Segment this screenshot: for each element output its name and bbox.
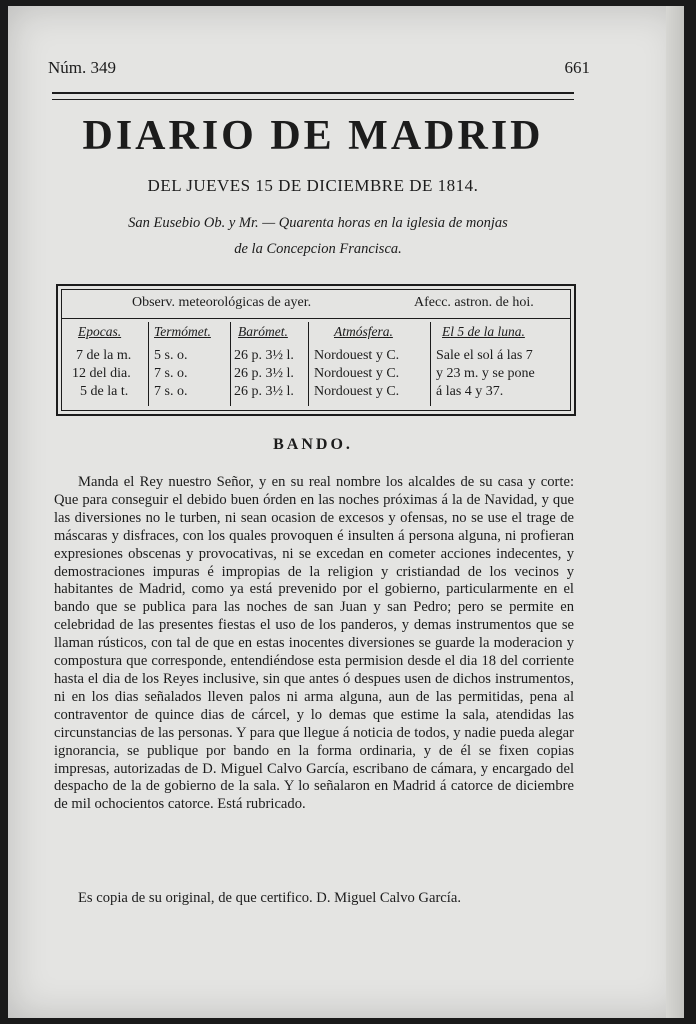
article-signoff: Es copia de su original, de que certifico. D. Miguel Calvo García. (78, 890, 461, 906)
row-1-barom: 26 p. 3½ l. (234, 348, 294, 363)
col-atmosfera: Atmósfera. (334, 324, 393, 339)
page-number: 661 (564, 58, 590, 77)
article-body (54, 474, 574, 814)
row-1-epoca: 7 de la m. (76, 348, 132, 363)
saints-line-1: San Eusebio Ob. y Mr. — Quarenta horas en la iglesia de monjas (128, 215, 508, 231)
col-separator (148, 322, 149, 406)
saints-line-2: de la Concepcion Francisca. (234, 241, 402, 257)
masthead-title: DIARIO DE MADRID (82, 113, 544, 159)
row-2-term: 7 s. o. (154, 366, 188, 381)
newspaper-page (8, 6, 684, 1018)
header-rule (52, 92, 574, 100)
col-epocas: Epocas. (78, 324, 122, 339)
page-edge (666, 6, 684, 1018)
row-1-atm: Nordouest y C. (314, 348, 400, 363)
astro-line-3: á las 4 y 37. (436, 384, 504, 399)
astro-line-2: y 23 m. y se pone (436, 366, 535, 381)
article-title: BANDO. (273, 436, 353, 453)
col-baromet: Barómet. (238, 324, 288, 339)
row-2-barom: 26 p. 3½ l. (234, 366, 294, 381)
row-2-epoca: 12 del dia. (72, 366, 131, 381)
row-2-atm: Nordouest y C. (314, 366, 400, 381)
weather-heading-rule (62, 318, 570, 319)
weather-table (56, 284, 576, 416)
weather-heading-right: Afecc. astron. de hoi. (414, 295, 534, 310)
col-separator (230, 322, 231, 406)
dateline: DEL JUEVES 15 DE DICIEMBRE DE 1814. (147, 176, 479, 195)
astro-line-1: Sale el sol á las 7 (436, 348, 533, 363)
row-3-epoca: 5 de la t. (80, 384, 129, 399)
row-3-atm: Nordouest y C. (314, 384, 400, 399)
row-1-term: 5 s. o. (154, 348, 188, 363)
row-3-barom: 26 p. 3½ l. (234, 384, 294, 399)
row-3-term: 7 s. o. (154, 384, 188, 399)
col-separator (308, 322, 309, 406)
col-luna: El 5 de la luna. (442, 324, 525, 339)
article-paragraph: Manda el Rey nuestro Señor, y en su real nombre los alcaldes de su casa y corte: Que para conseguir el debido buen órden en las noches próximas á la de Navidad, y que las diversiones no le turben, ni sean ocasion de excesos y ofensas, no se use el trage de máscaras y disfraces, con los quales provoquen é insulten á persona alguna, ni profieran expresiones obscenas y provocativas, ni se excedan en cometer acciones indecentes, y demostraciones impuras é impropias de la religion y cristiandad de los vecinos y habitantes de Madrid, como ya está prevenido por el gobierno, particularmente en el bando que se publica para las noches de san Juan y san Pedro; pero se permite en celebridad de las presentes fiestas el uso de los panderos, y demas instrumentos que se llaman rústicos, con tal de que en estas inocentes diversiones se guarde la moderacion y compostura que corresponde, entendiéndose esta permision desde el dia 18 del corriente hasta el dia de los Reyes inclusive, sin que antes ó despues usen de dichos instrumentos, ni en los dias señalados lleven palos ni arma alguna, aun de las permitidas, pena al contraventor de quince dias de cárcel, y lo demas que estime la sala, atendidas las circunstancias de las personas. Y para que llegue á noticia de todos, y nadie pueda alegar ignorancia, se publique por bando en la forma ordinaria, y de él se fixen copias impresas, autorizadas de D. Miguel Calvo García, escribano de cámara, y encargado del despacho de la de gobierno de la sala. Y lo señalaron en Madrid á catorce de diciembre de mil ochocientos catorce. Está rubricado. (54, 474, 574, 813)
col-separator (430, 322, 431, 406)
col-termomet: Termómet. (154, 324, 211, 339)
issue-number: Núm. 349 (48, 58, 116, 77)
saints-of-day (68, 210, 568, 262)
weather-heading-left: Observ. meteorológicas de ayer. (132, 295, 312, 310)
